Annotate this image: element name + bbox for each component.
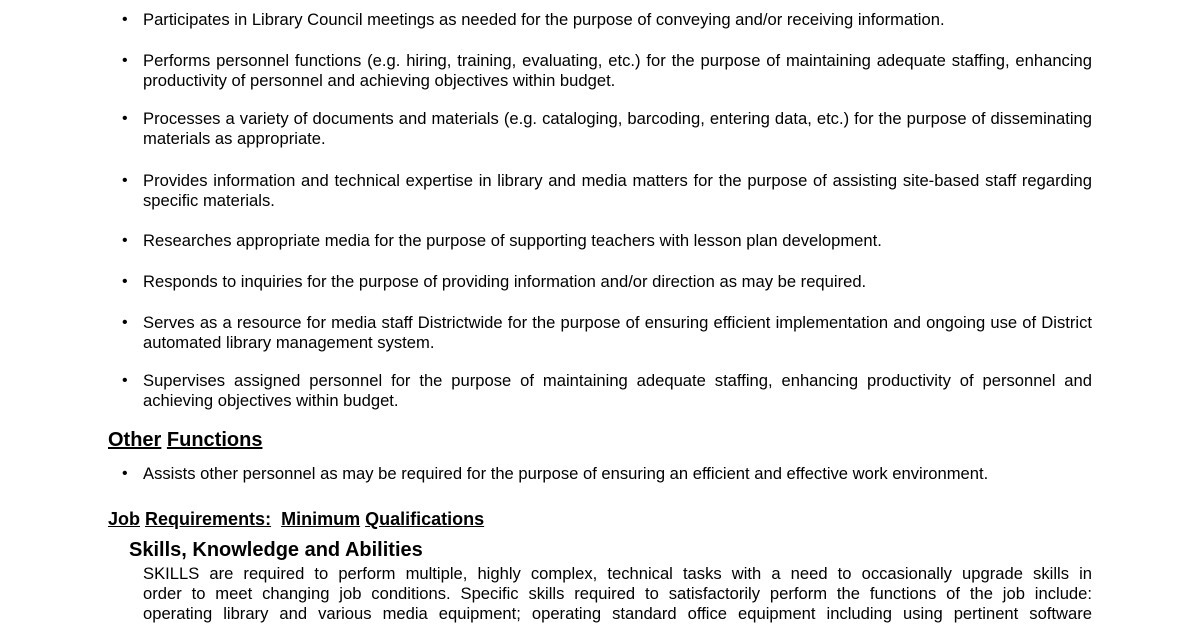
bullet-icon: •: [122, 110, 128, 127]
heading-word: Functions: [166, 429, 263, 451]
job-requirements-heading: [108, 509, 484, 530]
list-item: [122, 371, 1092, 411]
bullet-icon: •: [122, 232, 128, 249]
bullet-icon: •: [122, 11, 128, 28]
item-text: Supervises assigned personnel for the purpose of maintaining adequate staffing, enhancing productivity of personnel and achieving objectives within budget.: [143, 371, 1092, 410]
list-item: [122, 171, 1092, 211]
item-text: Responds to inquiries for the purpose of providing information and/or direction as may be required.: [143, 272, 867, 291]
list-item: [122, 313, 1092, 353]
item-text: Serves as a resource for media staff Districtwide for the purpose of ensuring efficient implementation and ongoing use of District automated library management system.: [143, 313, 1092, 352]
list-item: [122, 464, 1092, 484]
bullet-icon: •: [122, 273, 128, 290]
list-item: [122, 231, 1092, 251]
heading-word: Minimum: [281, 509, 361, 529]
list-item: [122, 109, 1092, 149]
item-text: Researches appropriate media for the purpose of supporting teachers with lesson plan development.: [143, 231, 882, 250]
heading-word: Requirements:: [145, 509, 272, 529]
heading-word: Other: [108, 429, 162, 451]
heading-word: Job: [108, 509, 141, 529]
item-text: Performs personnel functions (e.g. hiring, training, evaluating, etc.) for the purpose of maintaining adequate staffing, enhancing productivity of personnel and achieving objectives within budget.: [143, 51, 1092, 90]
bullet-icon: •: [122, 52, 128, 69]
item-text: Provides information and technical expertise in library and media matters for the purpose of assisting site-based staff regarding specific materials.: [143, 171, 1092, 210]
list-item: [122, 10, 1092, 30]
item-text: Processes a variety of documents and materials (e.g. cataloging, barcoding, entering data, etc.) for the purpose of disseminating materials as appropriate.: [143, 109, 1092, 148]
bullet-icon: •: [122, 465, 128, 482]
skills-line: operating library and various media equipment; operating standard office equipment including using pertinent software: [143, 604, 1092, 623]
bullet-icon: •: [122, 314, 128, 331]
skills-line: SKILLS are required to perform multiple, highly complex, technical tasks with a need to occasionally upgrade skills in: [143, 564, 1092, 583]
bullet-icon: •: [122, 372, 128, 389]
item-text: Participates in Library Council meetings as needed for the purpose of conveying and/or receiving information.: [143, 10, 945, 29]
list-item: [122, 272, 1092, 292]
heading-word: Qualifications: [365, 509, 485, 529]
other-functions-heading: [108, 429, 262, 452]
item-text: Assists other personnel as may be required for the purpose of ensuring an efficient and effective work environment.: [143, 464, 989, 483]
bullet-icon: •: [122, 172, 128, 189]
skills-heading: Skills, Knowledge and Abilities: [129, 539, 423, 561]
skills-line: order to meet changing job conditions. Specific skills required to satisfactorily perform the functions of the job include:: [143, 584, 1092, 603]
list-item: [122, 51, 1092, 91]
